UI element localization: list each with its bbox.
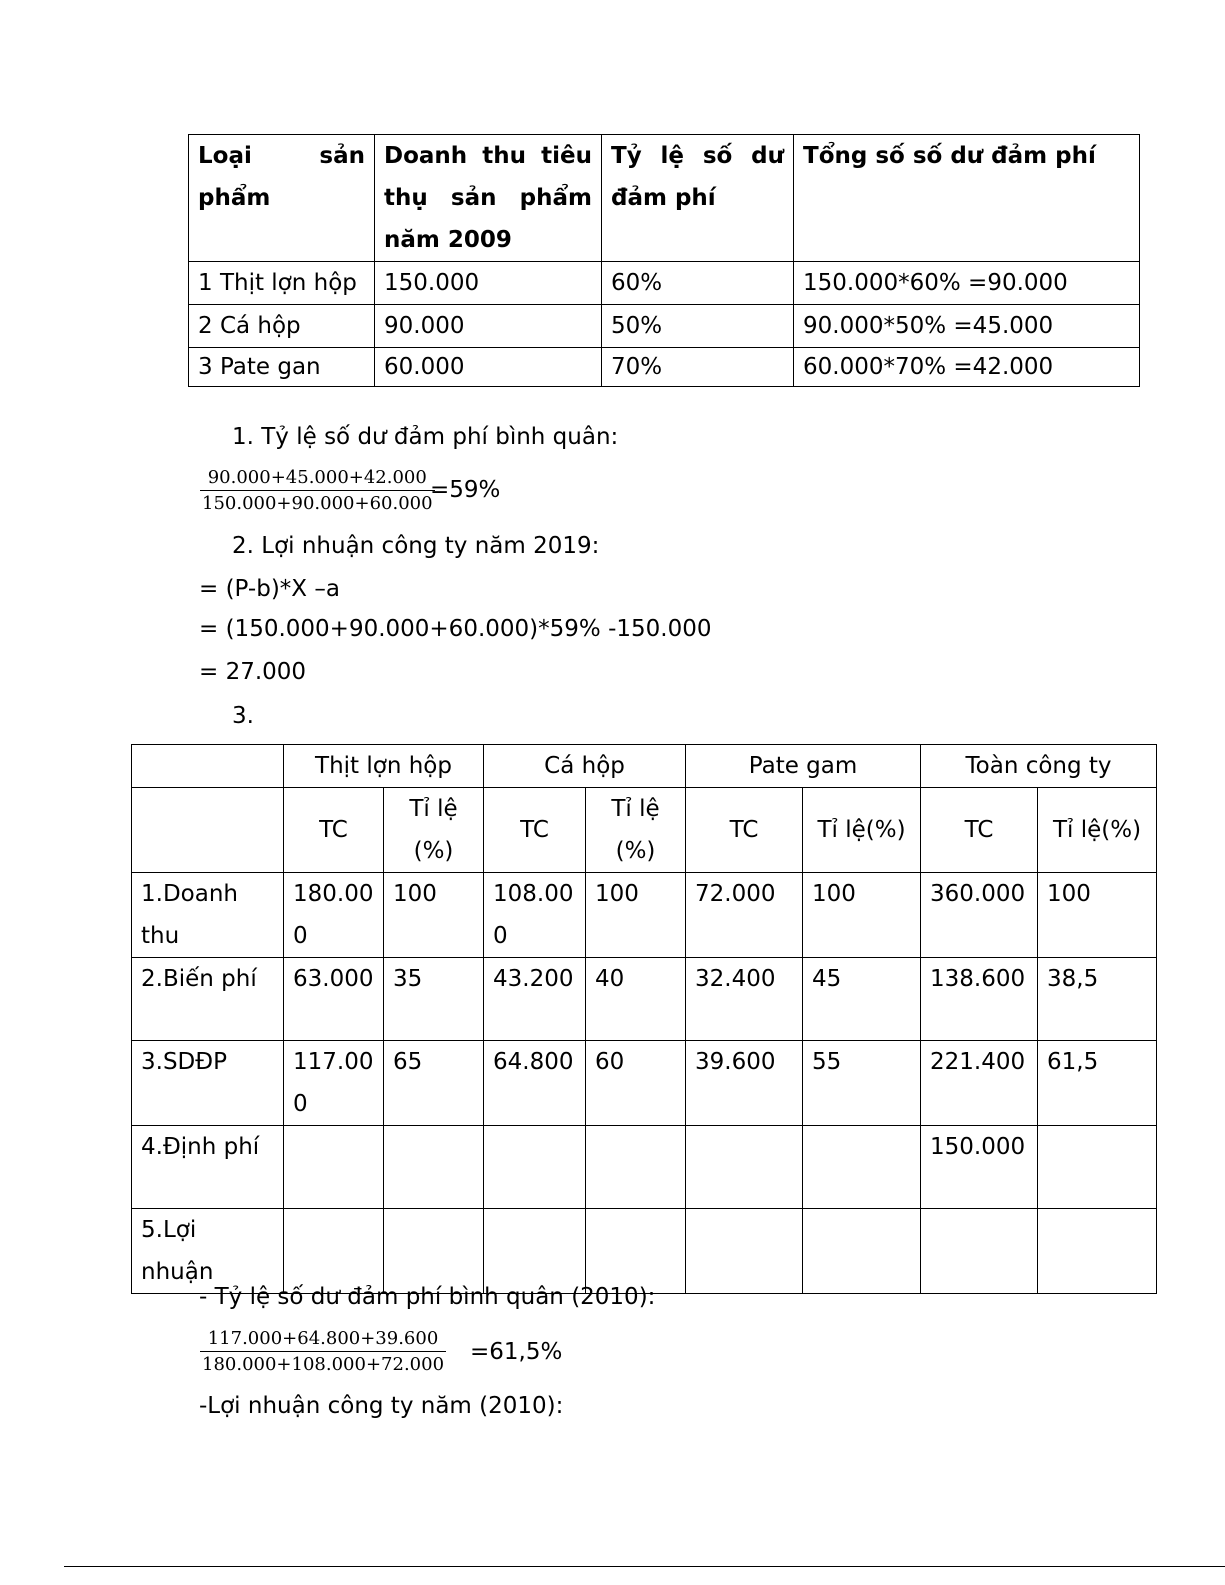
sub-header: TC [686, 788, 803, 873]
table-cell: 60.000 [375, 348, 602, 387]
table-cell: 2 Cá hộp [189, 305, 375, 348]
page-bottom-rule [64, 1566, 1225, 1567]
fraction-bar [200, 1351, 446, 1352]
table-cell: 60 [586, 1041, 686, 1126]
table-cell [132, 745, 284, 788]
group-header: Pate gam [686, 745, 921, 788]
row-label: 5.Lợi nhuận [132, 1209, 284, 1294]
table-cell: 221.400 [921, 1041, 1038, 1126]
header-cell: Loại sản phẩm [189, 135, 375, 262]
table-cell: 90.000 [375, 305, 602, 348]
table-cell [284, 1209, 384, 1294]
table-row [132, 1126, 1157, 1209]
contribution-margin-table [188, 134, 1140, 387]
table-row [132, 873, 1157, 958]
table-cell [284, 1126, 384, 1209]
fraction-numerator: 90.000+45.000+42.000 [207, 467, 427, 488]
sub-header: TC [484, 788, 586, 873]
table-cell: 180.000 [284, 873, 384, 958]
table-cell: 1 Thịt lợn hộp [189, 262, 375, 305]
table-cell: 3 Pate gan [189, 348, 375, 387]
table-cell [484, 1126, 586, 1209]
formula-line: = 27.000 [199, 659, 307, 685]
table-cell: 60% [602, 262, 794, 305]
table-row [189, 305, 1140, 348]
table-cell: 32.400 [686, 958, 803, 1041]
avg-margin-2010-label: - Tỷ lệ số dư đảm phí bình quân (2010): [199, 1284, 656, 1310]
row-label: 1.Doanh thu [132, 873, 284, 958]
table-cell [803, 1126, 921, 1209]
table-row [132, 1209, 1157, 1294]
table-cell [921, 1209, 1038, 1294]
table-cell: 40 [586, 958, 686, 1041]
table-cell: 72.000 [686, 873, 803, 958]
sub-header: Tỉ lệ(%) [586, 788, 686, 873]
table-cell: 55 [803, 1041, 921, 1126]
table-cell [132, 788, 284, 873]
row-label: 2.Biến phí [132, 958, 284, 1041]
table-cell: 90.000*50% =45.000 [794, 305, 1140, 348]
table-cell: 38,5 [1038, 958, 1157, 1041]
table-cell: 150.000 [921, 1126, 1038, 1209]
table-cell: 60.000*70% =42.000 [794, 348, 1140, 387]
header-cell: Tổng số số dư đảm phí [794, 135, 1140, 262]
sub-header: TC [284, 788, 384, 873]
table-cell [384, 1126, 484, 1209]
sub-header-row [132, 788, 1157, 873]
table-row [189, 348, 1140, 387]
table-cell: 117.000 [284, 1041, 384, 1126]
section-2-heading: 2. Lợi nhuận công ty năm 2019: [232, 533, 600, 559]
table-cell: 360.000 [921, 873, 1038, 958]
sub-header: Tỉ lệ(%) [803, 788, 921, 873]
table-header-row [189, 135, 1140, 262]
table-cell [686, 1209, 803, 1294]
table-cell: 100 [586, 873, 686, 958]
table-row [132, 1041, 1157, 1126]
table-cell [1038, 1126, 1157, 1209]
table-cell: 64.800 [484, 1041, 586, 1126]
table-cell: 35 [384, 958, 484, 1041]
table-cell: 100 [803, 873, 921, 958]
fraction-result: =59% [430, 477, 501, 503]
table-cell [686, 1126, 803, 1209]
table-cell: 150.000 [375, 262, 602, 305]
table-cell: 100 [1038, 873, 1157, 958]
group-header: Toàn công ty [921, 745, 1157, 788]
fraction-denominator: 150.000+90.000+60.000 [202, 493, 433, 514]
profit-2010-label: -Lợi nhuận công ty năm (2010): [199, 1393, 564, 1419]
group-header: Cá hộp [484, 745, 686, 788]
table-cell: 45 [803, 958, 921, 1041]
group-header-row [132, 745, 1157, 788]
income-statement-table [131, 744, 1157, 1294]
table-cell [484, 1209, 586, 1294]
table-row [189, 262, 1140, 305]
row-label: 4.Định phí [132, 1126, 284, 1209]
section-3-heading: 3. [232, 703, 254, 729]
group-header: Thịt lợn hộp [284, 745, 484, 788]
header-cell: Doanh thu tiêu thụ sản phẩm năm 2009 [375, 135, 602, 262]
table-cell: 100 [384, 873, 484, 958]
table-cell: 50% [602, 305, 794, 348]
avg-margin-fraction [200, 467, 435, 514]
row-label: 3.SDĐP [132, 1041, 284, 1126]
section-1-heading: 1. Tỷ lệ số dư đảm phí bình quân: [232, 424, 619, 450]
table-cell [803, 1209, 921, 1294]
sub-header: Tỉ lệ(%) [1038, 788, 1157, 873]
header-cell: Tỷ lệ số dư đảm phí [602, 135, 794, 262]
sub-header: Tỉ lệ (%) [384, 788, 484, 873]
sub-header: TC [921, 788, 1038, 873]
table-cell: 150.000*60% =90.000 [794, 262, 1140, 305]
table-cell [586, 1209, 686, 1294]
table-cell: 108.000 [484, 873, 586, 958]
formula-line: = (P-b)*X –a [199, 576, 340, 602]
fraction-bar [200, 490, 435, 491]
table-cell [1038, 1209, 1157, 1294]
table-cell: 65 [384, 1041, 484, 1126]
fraction-denominator: 180.000+108.000+72.000 [202, 1354, 445, 1375]
table-cell: 39.600 [686, 1041, 803, 1126]
table-cell: 63.000 [284, 958, 384, 1041]
formula-line: = (150.000+90.000+60.000)*59% -150.000 [199, 616, 712, 642]
table-cell: 70% [602, 348, 794, 387]
avg-margin-2010-fraction [200, 1328, 446, 1375]
table-cell: 43.200 [484, 958, 586, 1041]
table-cell [384, 1209, 484, 1294]
fraction-numerator: 117.000+64.800+39.600 [207, 1328, 439, 1349]
table-cell [586, 1126, 686, 1209]
table-cell: 61,5 [1038, 1041, 1157, 1126]
table-cell: 138.600 [921, 958, 1038, 1041]
fraction-result: =61,5% [470, 1339, 563, 1365]
table-row [132, 958, 1157, 1041]
